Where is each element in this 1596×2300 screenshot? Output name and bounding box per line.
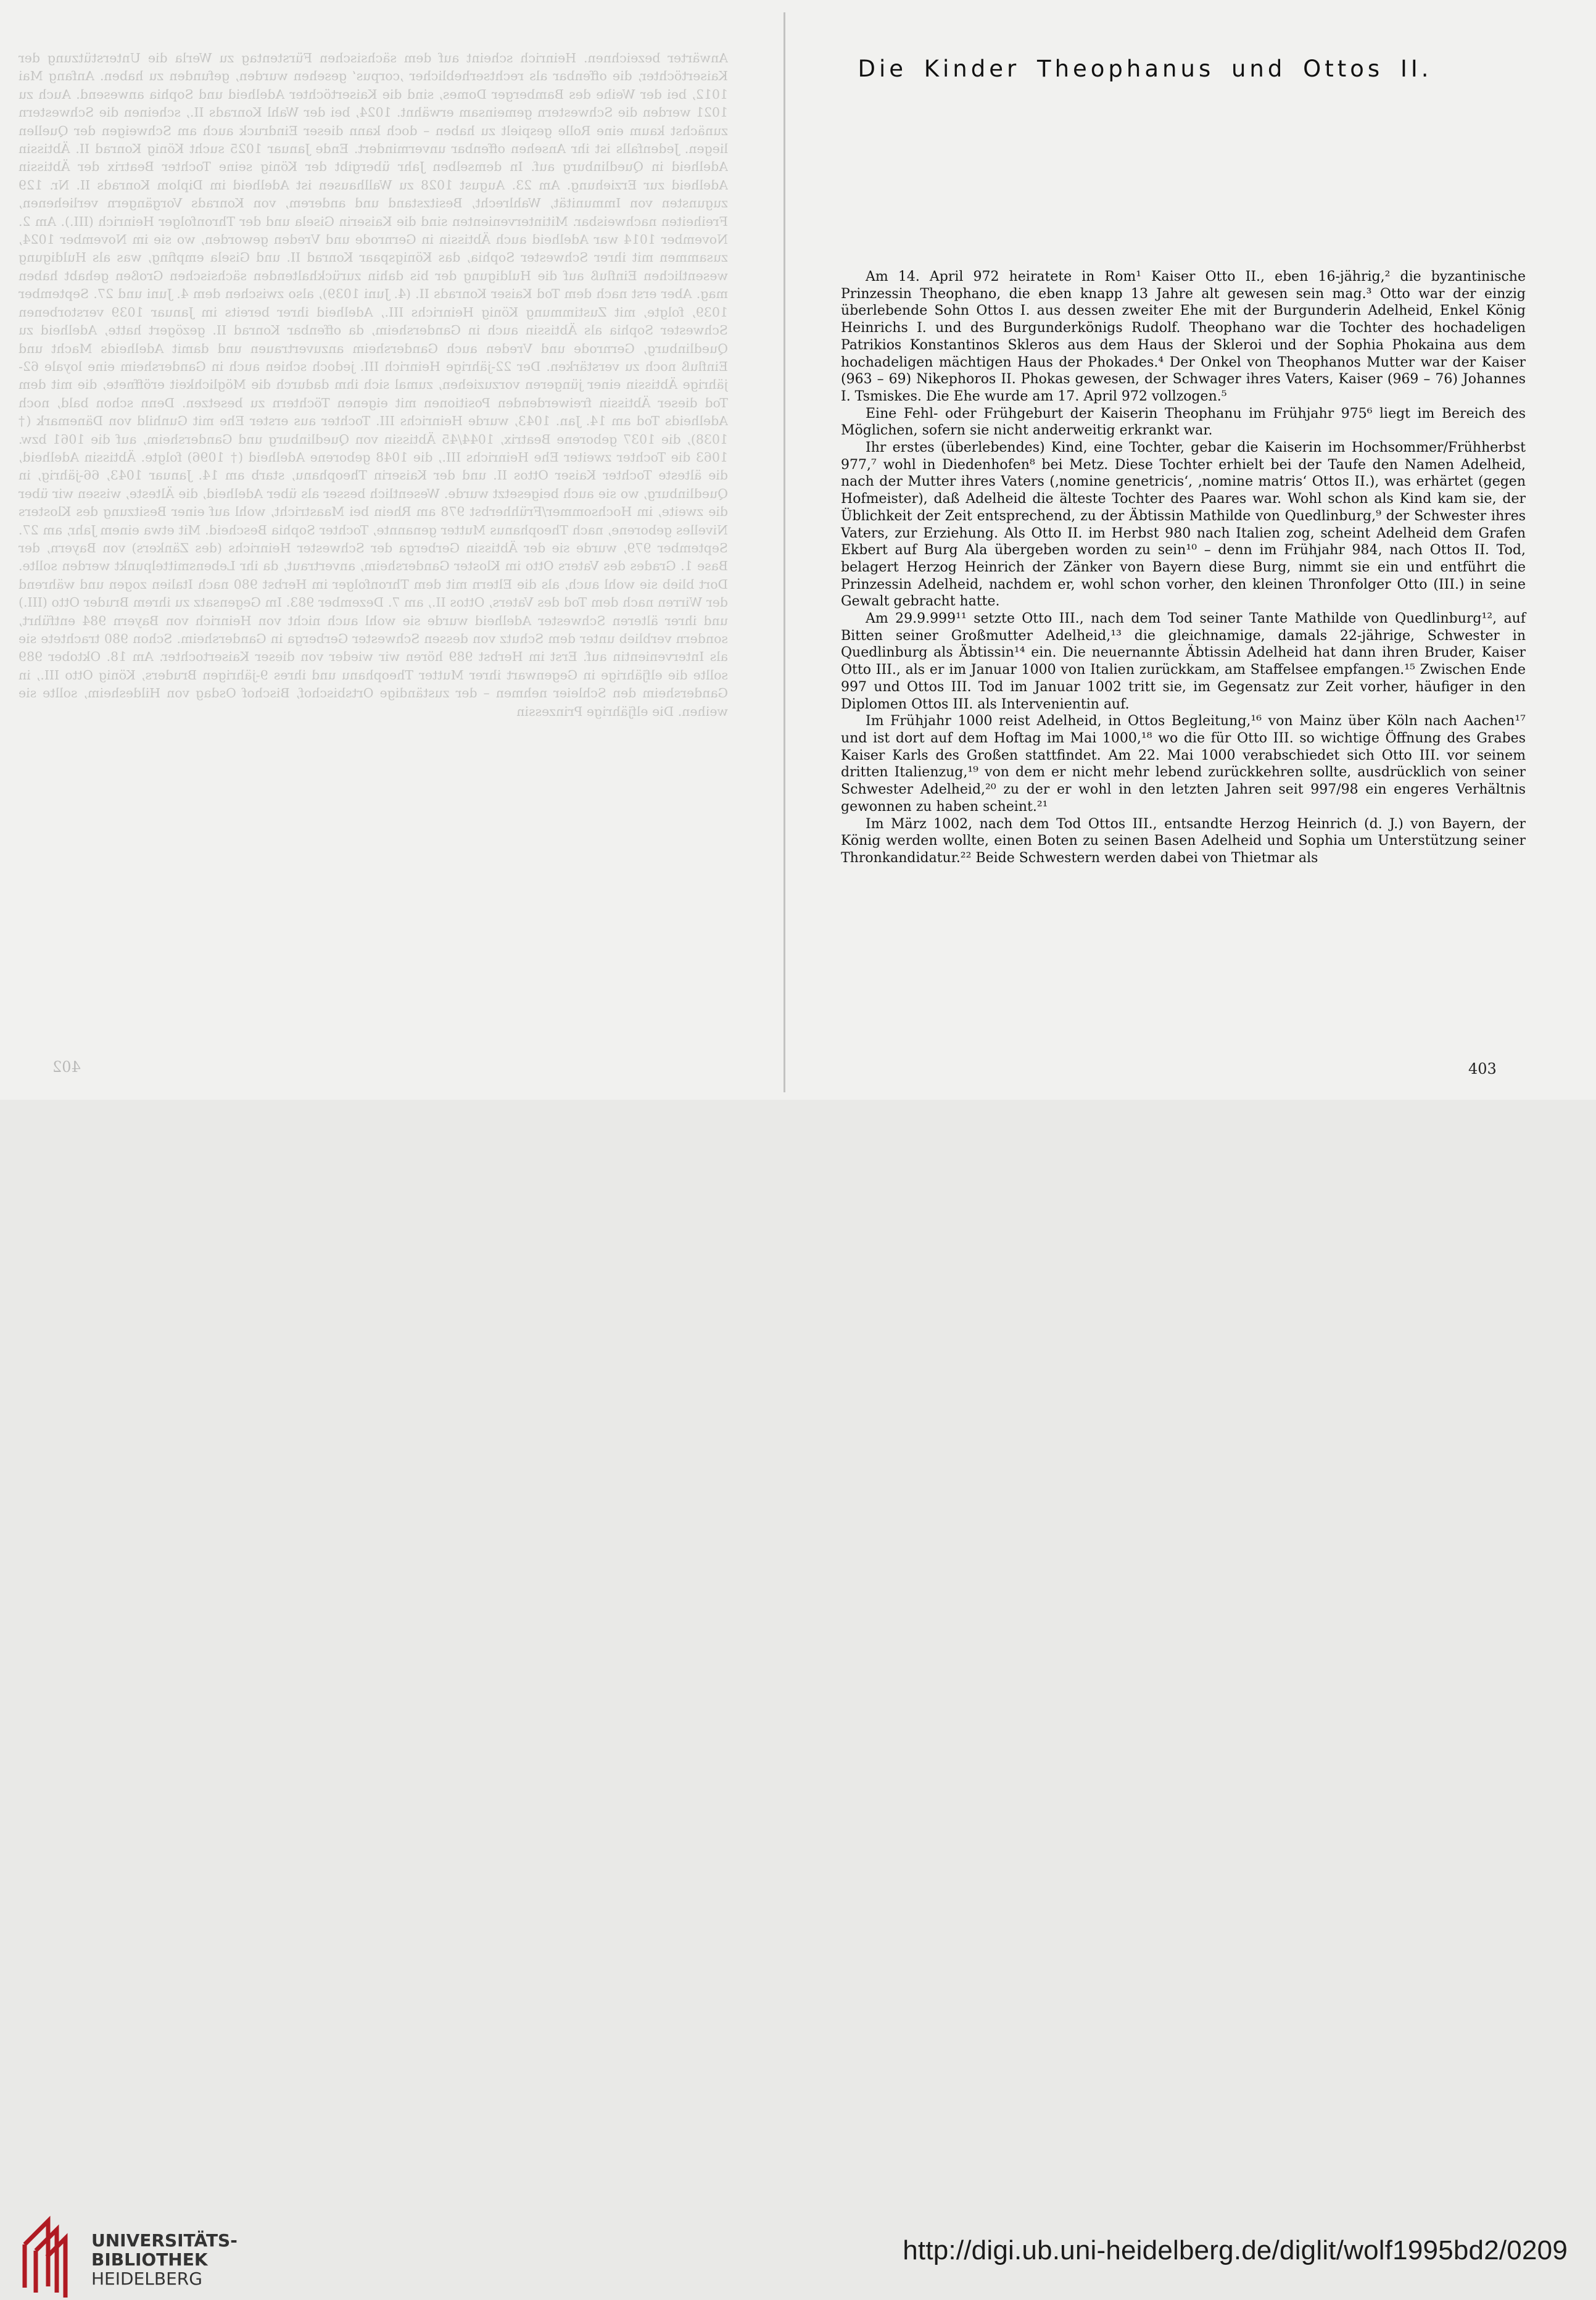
page-number: 403	[1468, 1060, 1497, 1077]
paragraph: Eine Fehl- oder Frühgeburt der Kaiserin Theophanu im Frühjahr 975⁶ liegt im Bereich des Möglichen, sofern sie nicht anderweitig erkrankt war.	[841, 405, 1526, 439]
library-name-line3: HEIDELBERG	[91, 2269, 202, 2289]
body-text	[841, 268, 1526, 867]
left-page-number: 402	[52, 1058, 81, 1076]
paragraph: Im März 1002, nach dem Tod Ottos III., entsandte Herzog Heinrich (d. J.) von Bayern, der König werden wollte, einen Boten zu seinen Basen Adelheid und Sophia um Unterstützung seiner Thronkandidatur.²² Beide Schwestern werden dabei von Thietmar als	[841, 816, 1526, 866]
source-url-link[interactable]: http://digi.ub.uni-heidelberg.de/diglit/wolf1995bd2/0209	[903, 2235, 1568, 2265]
left-page-bleedthrough	[19, 49, 728, 1086]
library-name-line2: BIBLIOTHEK	[91, 2249, 208, 2270]
page-title: Die Kinder Theophanus und Ottos II.	[858, 56, 1433, 82]
library-logo-icon	[19, 2214, 80, 2300]
library-name	[91, 2231, 238, 2288]
scanned-book-spread	[0, 0, 1596, 1100]
library-name-line1: UNIVERSITÄTS-	[91, 2230, 238, 2251]
viewer-footer	[0, 1100, 1596, 2289]
book-gutter	[784, 12, 785, 1092]
paragraph: Am 14. April 972 heiratete in Rom¹ Kaiser Otto II., eben 16-jährig,² die byzantinische Prinzessin Theophano, die eben knapp 13 Jahre alt gewesen sein mag.³ Otto war der einzig überlebende Sohn Ottos I. aus dessen zweiter Ehe mit der Burgunderin Adelheid, Enkel König Heinrichs I. und des Burgunderkönigs Rudolf. Theophano war die Tochter des hochadeligen Patrikios Konstantinos Skleros aus dem Haus der Skleroi und der Sophia Phokaina aus dem hochadeligen mächtigen Haus der Phokades.⁴ Der Onkel von Theophanos Mutter war der Kaiser (963 – 69) Nikephoros II. Phokas gewesen, der Schwager ihres Vaters, Kaiser (969 – 76) Johannes I. Tsmiskes. Die Ehe wurde am 17. April 972 vollzogen.⁵	[841, 269, 1526, 404]
paragraph: Im Frühjahr 1000 reist Adelheid, in Ottos Begleitung,¹⁶ von Mainz über Köln nach Aachen¹⁷ und ist dort auf dem Hoftag im Mai 1000,¹⁸ wo die für Otto III. so wichtige Öffnung des Grabes Kaiser Karls des Großen stattfindet. Am 22. Mai 1000 verabschiedet sich Otto III. vor seinem dritten Italienzug,¹⁹ von dem er nicht mehr lebend zurückkehren sollte, ausdrücklich von seiner Schwester Adelheid,²⁰ zu der er wohl in den letzten Jahren seit 997/98 ein engeres Verhältnis gewonnen zu haben scheint.²¹	[841, 713, 1526, 815]
paragraph: Ihr erstes (überlebendes) Kind, eine Tochter, gebar die Kaiserin im Hochsommer/Frühherbst 977,⁷ wohl in Diedenhofen⁸ bei Metz. Diese Tochter erhielt bei der Taufe den Namen Adelheid, nach der Mutter ihres Vaters (‚nomine genetricis‘, ‚nomine matris‘ Ottos II.), was erhärtet (gegen Hofmeister), daß Adelheid die älteste Tochter des Paares war. Wohl schon als Kind kam sie, der Üblichkeit der Zeit entsprechend, zu der Äbtissin Mathilde von Quedlinburg,⁹ der Schwester ihres Vaters, zur Erziehung. Als Otto II. im Herbst 980 nach Italien zog, scheint Adelheid dem Grafen Ekbert auf Burg Ala übergeben worden zu sein¹⁰ – denn im Frühjahr 984, nach Ottos II. Tod, belagert Herzog Heinrich der Zänker von Bayern diese Burg, nimmt sie ein und entführt die Prinzessin Adelheid, nachdem er, wohl schon vorher, den kleinen Thronfolger Otto (III.) in seine Gewalt gebracht hatte.	[841, 440, 1526, 610]
paragraph: Am 29.9.999¹¹ setzte Otto III., nach dem Tod seiner Tante Mathilde von Quedlinburg¹², auf Bitten seiner Großmutter Adelheid,¹³ die gleichnamige, damals 22-jährige, Schwester in Quedlinburg als Äbtissin¹⁴ ein. Die neuernannte Äbtissin Adelheid hat dann ihren Bruder, Kaiser Otto III., als er im Januar 1000 von Italien zurückkam, am Staffelsee empfangen.¹⁵ Zwischen Ende 997 und Ottos III. Tod im Januar 1002 tritt sie, im Gegensatz zur Zeit vorher, häufiger in den Diplomen Ottos III. als Intervenientin auf.	[841, 611, 1526, 712]
left-page-text: Anwärter bezeichnen. Heinrich scheint auf dem sächsischen Fürstentag zu Werla die Unterstützung der Kaisertöchter, die offenbar als rechtserheblicher ‚corpus‘ gesehen wurden, gefunden zu haben. Anfang Mai 1012, bei der Weihe des Bamberger Domes, sind die Kaisertöchter Adelheid und Sophia anwesend. Auch zu 1021 werden die Schwestern gemeinsam erwähnt. 1024, bei der Wahl Konrads II., scheinen die Schwestern zunächst kaum eine Rolle gespielt zu haben – doch kann dieser Eindruck auch am Schweigen der Quellen liegen. Jedenfalls ist ihr Ansehen offenbar unvermindert. Ende Januar 1025 sucht König Konrad II. Äbtissin Adelheid in Quedlinburg auf. In demselben Jahr übergibt der König seine Tochter Beatrix der Äbtissin Adelheid zur Erziehung. Am 23. August 1028 zu Wallhausen ist Adelheid im Diplom Konrads II. Nr. 129 zugunsten von Immunität, Wahlrecht, Besitzstand und anderem, von Konrads Vorgängern verliehenen, Freiheiten nachweisbar. Mitintervenienten sind die Kaiserin Gisela und der Thronfolger Heinrich (III.). Am 2. November 1014 war Adelheid auch Äbtissin in Gernrode und Vreden geworden, wo sie im November 1024, zusammen mit ihrer Schwester Sophia, das Königspaar Konrad II. und Gisela empfing, was als Huldigung wesentlichen Einfluß auf die Huldigung der bis dahin zurückhaltenden sächsischen Großen gehabt haben mag. Aber erst nach dem Tod Kaiser Konrads II. (4. Juni 1039), also zwischen dem 4. Juni und 27. September 1039, folgte, mit Zustimmung König Heinrichs III., Adelheid ihrer bereits im Januar 1039 verstorbenen Schwester Sophia als Äbtissin auch in Gandersheim, da offenbar Konrad II. gezögert hatte, Adelheid zu Quedlinburg, Gernrode und Vreden auch Gandersheim anzuvertrauen und damit Adelheids Macht und Einfluß noch zu verstärken. Der 22-jährige Heinrich III. jedoch schien auch in Gandersheim eine loyale 62-jährige Äbtissin einer jüngeren vorzuziehen, zumal sich ihm dadurch die Möglichkeit eröffnete, die mit dem Tod dieser Äbtissin freiwerdenden Positionen mit eigenen Töchtern zu besetzen. Denn schon bald, noch Adelheids Tod am 14. Jan. 1043, wurde Heinrichs III. Tochter aus erster Ehe mit Gunhild von Dänemark († 1038), die 1037 geborene Beatrix, 1044/45 Äbtissin von Quedlinburg und Gandersheim, auf die 1061 bzw. 1063 die Tochter zweiter Ehe Heinrichs III., die 1048 geborene Adelheid († 1096) folgte. Äbtissin Adelheid, die älteste Tochter Kaiser Ottos II. und der Kaiserin Theophanu, starb am 14. Januar 1043, 66-jährig, in Quedlinburg, wo sie auch beigesetzt wurde. Wesentlich besser als über Adelheid, die Älteste, wissen wir über die zweite, im Hochsommer/Frühherbst 978 am Rhein bei Maastricht, wohl auf einer Besitzung des Klosters Nivelles geborene, nach Theophanus Mutter genannte, Tochter Sophia Bescheid. Mit etwa einem Jahr, am 27. September 979, wurde sie der Äbtissin Gerberga der Schwester Heinrichs (des Zänkers) von Bayern, der Base 1. Grades des Vaters Otto im Kloster Gandersheim, anvertraut, da ihr Lebensmittelpunkt werden sollte. Dort blieb sie wohl auch, als die Eltern mit dem Thronfolger im Herbst 980 nach Italien zogen und während der Wirren nach dem Tod des Vaters, Ottos II., am 7. Dezember 983. Im Gegensatz zu ihrem Bruder Otto (III.) und ihrer älteren Schwester Adelheid wurde sie wohl auch nicht von Heinrich von Bayern 984 entführt, sondern verblieb unter dem Schutz von dessen Schwester Gerberga in Gandersheim. Schon 980 trachtete sie als Intervenientin auf. Erst im Herbst 989 hören wir wieder von dieser Kaisertochter. Am 18. Oktober 989 sollte die elfjährige in Gegenwart ihrer Mutter Theophanu und ihres 9-jährigen Bruders, König Otto III., in Gandersheim den Schleier nehmen – der zuständige Ortsbischof, Bischof Osdag von Hildesheim, sollte sie weihen. Die elfjährige Prinzessin	[19, 51, 728, 719]
